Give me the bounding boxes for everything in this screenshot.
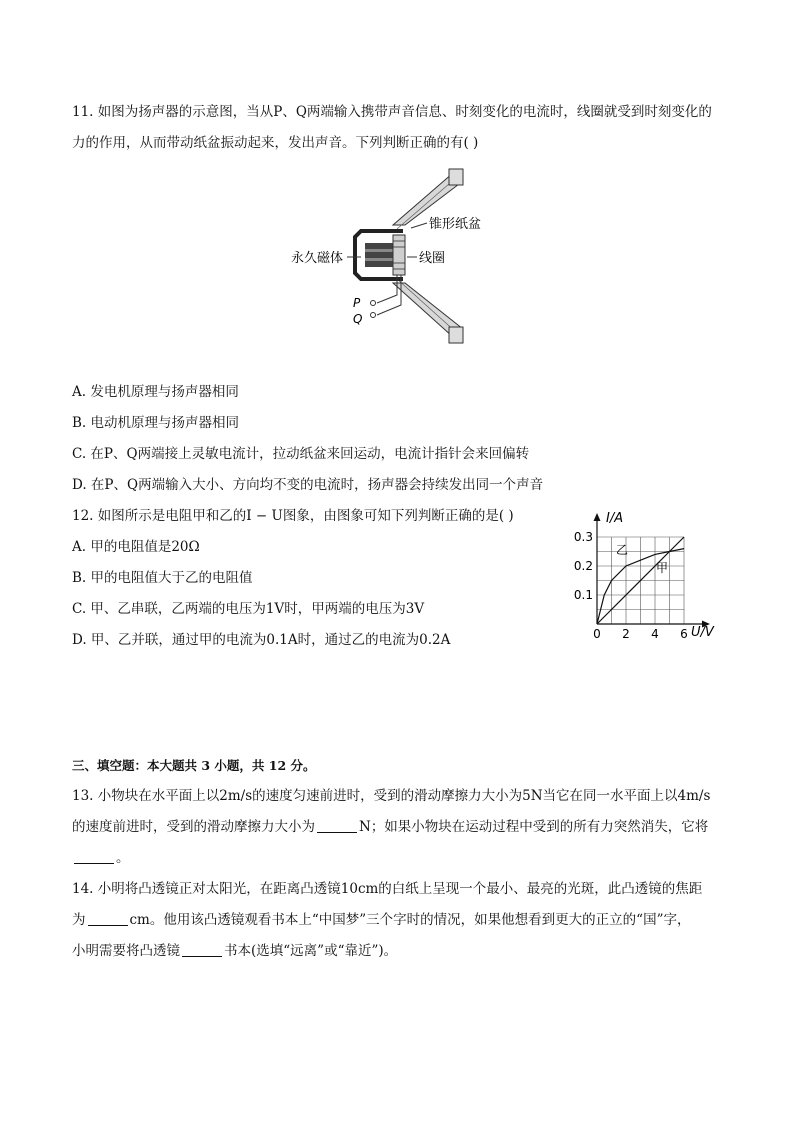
q14-line2 (72, 910, 690, 930)
q11-option-d: D. 在P、Q两端输入大小、方向均不变的电流时，扬声器会持续发出同一个声音 (72, 477, 544, 493)
q13-blank-1[interactable] (317, 818, 357, 833)
q14-line1: 14. 小明将凸透镜正对太阳光，在距离凸透镜10cm的白纸上呈现一个最小、最亮的光斑，此凸透镜的焦距 (72, 881, 703, 897)
q12-stem: 12. 如图所示是电阻甲和乙的I − U图象，由图象可知下列判断正确的是( ) (72, 508, 514, 524)
x-tick-label: 4 (651, 627, 659, 641)
iu-chart (570, 502, 730, 644)
y-axis-label: I/A (606, 511, 624, 526)
q12-option-c: C. 甲、乙串联，乙两端的电压为1V时，甲两端的电压为3V (72, 601, 425, 617)
q13-blank-2[interactable] (74, 849, 114, 864)
label-coil: 线圈 (419, 251, 446, 266)
x-tick-label: 0 (593, 627, 601, 641)
x-axis-label: U/V (691, 625, 714, 640)
x-tick-label: 2 (622, 627, 630, 641)
q11-option-c: C. 在P、Q两端接上灵敏电流计，拉动纸盆来回运动，电流计指针会来回偏转 (72, 446, 530, 462)
q14-line3-post: 书本(选填“远离”或“靠近”)。 (224, 943, 398, 959)
q13-line2-post: N；如果小物块在运动过程中受到的所有力突然消失，它将 (359, 819, 709, 835)
q14-line2-post: cm。他用该凸透镜观看书本上“中国梦”三个字时的情况，如果他想看到更大的正立的“国”字， (129, 912, 691, 928)
cone-rim-top (449, 169, 463, 185)
y-axis-arrow (594, 513, 601, 521)
label-q: Q (353, 312, 363, 326)
q14-blank-2[interactable] (182, 942, 222, 957)
q12-option-a: A. 甲的电阻值是20Ω (72, 539, 200, 555)
q13-line3 (72, 848, 130, 868)
label-p: P (353, 296, 361, 310)
q11-stem-line1: 11. 如图为扬声器的示意图，当从P、Q两端输入携带声音信息、时刻变化的电流时，线圈就受到时刻变化的 (72, 104, 712, 120)
y-tick-label: 0.3 (573, 530, 593, 544)
y-tick-label: 0.1 (573, 588, 593, 602)
q11-option-a: A. 发电机原理与扬声器相同 (72, 384, 239, 400)
q13-line2 (72, 817, 708, 837)
series-label-jia: 甲 (656, 561, 669, 575)
q12-option-d: D. 甲、乙并联，通过甲的电流为0.1A时，通过乙的电流为0.2A (72, 632, 451, 648)
label-cone: 锥形纸盆 (429, 217, 482, 232)
label-magnet: 永久磁体 (291, 251, 344, 266)
q14-blank-1[interactable] (88, 911, 128, 926)
x-tick-label: 6 (680, 627, 688, 641)
speaker-figure (285, 165, 485, 350)
y-tick-label: 0.2 (573, 559, 593, 573)
q13-line3-post: 。 (116, 850, 130, 866)
q13-line1: 13. 小物块在水平面上以2m/s的速度匀速前进时，受到的滑动摩擦力大小为5N当它在同一水平面上以4m/s (72, 788, 711, 804)
q14-line3-pre: 小明需要将凸透镜 (72, 943, 180, 959)
cone-rim-bottom (449, 327, 463, 343)
q14-line3 (72, 941, 397, 961)
q14-line2-pre: 为 (72, 912, 86, 928)
q13-line2-pre: 的速度前进时，受到的滑动摩擦力大小为 (72, 819, 315, 835)
q11-option-b: B. 电动机原理与扬声器相同 (72, 415, 240, 431)
series-label-yi: 乙 (616, 543, 629, 557)
q12-option-b: B. 甲的电阻值大于乙的电阻值 (72, 570, 253, 586)
q11-stem-line2: 力的作用，从而带动纸盆振动起来，发出声音。下列判断正确的有( ) (72, 135, 479, 151)
section3-heading: 三、填空题：本大题共 3 小题，共 12 分。 (72, 758, 316, 773)
